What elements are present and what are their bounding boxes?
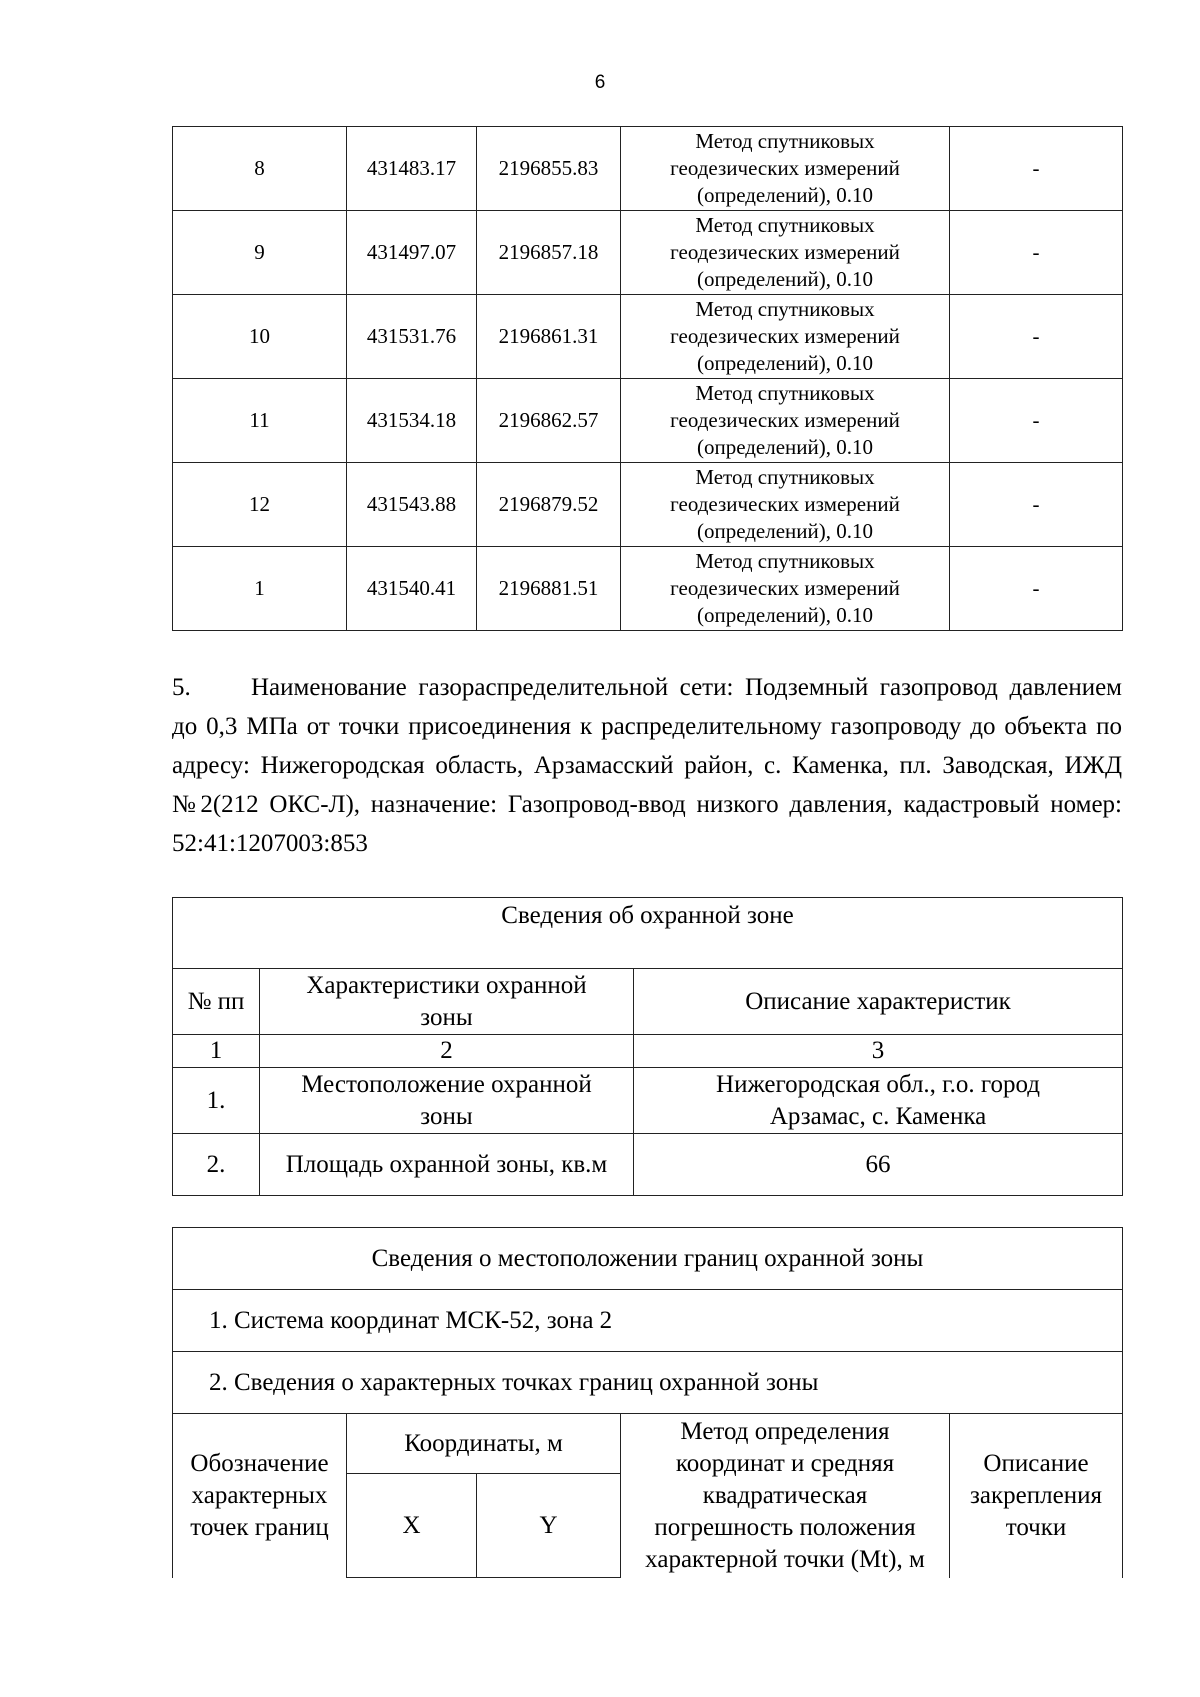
table-row: [173, 547, 1123, 631]
section-text: Наименование газораспределительной сети: Подземный газопровод давлением до 0,3 МПа от точки присоединения к распределительному газопроводу до объекта по адресу: Нижегородская область, Арзамасский район, с. Каменка, пл. Заводская, ИЖД №2(212 ОКС-Л), назначение: Газопровод-ввод низкого давления, кадастровый номер: 52:41:1207003:853: [172, 674, 1122, 857]
col-header-description: Описание характеристик: [634, 969, 1123, 1035]
x-coordinate-cell: 431483.17: [347, 127, 477, 211]
coordinate-system-row: 1. Система координат МСК-52, зона 2: [173, 1290, 1123, 1352]
fixing-description-cell: -: [950, 463, 1123, 547]
protection-zone-info-table: [172, 897, 1123, 1196]
col-header-coordinates: Координаты, м: [347, 1414, 621, 1474]
coordinates-table-continued: [172, 126, 1123, 631]
table-row: [173, 127, 1123, 211]
x-coordinate-cell: 431531.76: [347, 295, 477, 379]
col-header-point-designation: Обозначение характерных точек границ: [173, 1414, 347, 1578]
table-row: [173, 295, 1123, 379]
method-cell: Метод спутниковых геодезических измерений (определений), 0.10: [621, 127, 950, 211]
col-index-1: 1: [173, 1035, 260, 1068]
col-header-y: Y: [477, 1474, 621, 1578]
row-number: 1.: [173, 1068, 260, 1134]
page-number: 6: [594, 72, 606, 93]
col-index-3: 3: [634, 1035, 1123, 1068]
y-coordinate-cell: 2196861.31: [477, 295, 621, 379]
point-number-cell: 9: [173, 211, 347, 295]
col-index-2: 2: [260, 1035, 634, 1068]
x-coordinate-cell: 431497.07: [347, 211, 477, 295]
section-number: 5.: [172, 674, 191, 701]
x-coordinate-cell: 431534.18: [347, 379, 477, 463]
y-coordinate-cell: 2196881.51: [477, 547, 621, 631]
point-number-cell: 11: [173, 379, 347, 463]
point-number-cell: 8: [173, 127, 347, 211]
x-coordinate-cell: 431543.88: [347, 463, 477, 547]
bounds-table-title: Сведения о местоположении границ охранной зоны: [173, 1228, 1123, 1290]
col-header-characteristics: Характеристики охранной зоны: [260, 969, 634, 1035]
method-cell: Метод спутниковых геодезических измерений (определений), 0.10: [621, 463, 950, 547]
method-cell: Метод спутниковых геодезических измерений (определений), 0.10: [621, 295, 950, 379]
fixing-description-cell: -: [950, 211, 1123, 295]
zone-boundaries-table: [172, 1227, 1123, 1578]
col-header-number: № пп: [173, 969, 260, 1035]
row-characteristic: Местоположение охранной зоны: [260, 1068, 634, 1134]
y-coordinate-cell: 2196857.18: [477, 211, 621, 295]
row-description: Нижегородская обл., г.о. город Арзамас, с. Каменка: [634, 1068, 1123, 1134]
row-description: 66: [634, 1134, 1123, 1196]
method-cell: Метод спутниковых геодезических измерений (определений), 0.10: [621, 379, 950, 463]
fixing-description-cell: -: [950, 295, 1123, 379]
col-header-fixing-description: Описание закрепления точки: [950, 1414, 1123, 1578]
table-row: [173, 463, 1123, 547]
point-number-cell: 12: [173, 463, 347, 547]
y-coordinate-cell: 2196862.57: [477, 379, 621, 463]
points-title-row: 2. Сведения о характерных точках границ охранной зоны: [173, 1352, 1123, 1414]
zone-table-title: Сведения об охранной зоне: [173, 898, 1123, 969]
fixing-description-cell: -: [950, 127, 1123, 211]
table-row: [173, 379, 1123, 463]
y-coordinate-cell: 2196855.83: [477, 127, 621, 211]
point-number-cell: 10: [173, 295, 347, 379]
row-characteristic: Площадь охранной зоны, кв.м: [260, 1134, 634, 1196]
method-cell: Метод спутниковых геодезических измерений (определений), 0.10: [621, 211, 950, 295]
y-coordinate-cell: 2196879.52: [477, 463, 621, 547]
method-cell: Метод спутниковых геодезических измерений (определений), 0.10: [621, 547, 950, 631]
row-number: 2.: [173, 1134, 260, 1196]
col-header-method: Метод определения координат и средняя квадратическая погрешность положения характерной точки (Mt), м: [621, 1414, 950, 1578]
point-number-cell: 1: [173, 547, 347, 631]
col-header-x: X: [347, 1474, 477, 1578]
fixing-description-cell: -: [950, 379, 1123, 463]
x-coordinate-cell: 431540.41: [347, 547, 477, 631]
fixing-description-cell: -: [950, 547, 1123, 631]
section-5-paragraph: [172, 668, 1122, 863]
table-row: [173, 211, 1123, 295]
